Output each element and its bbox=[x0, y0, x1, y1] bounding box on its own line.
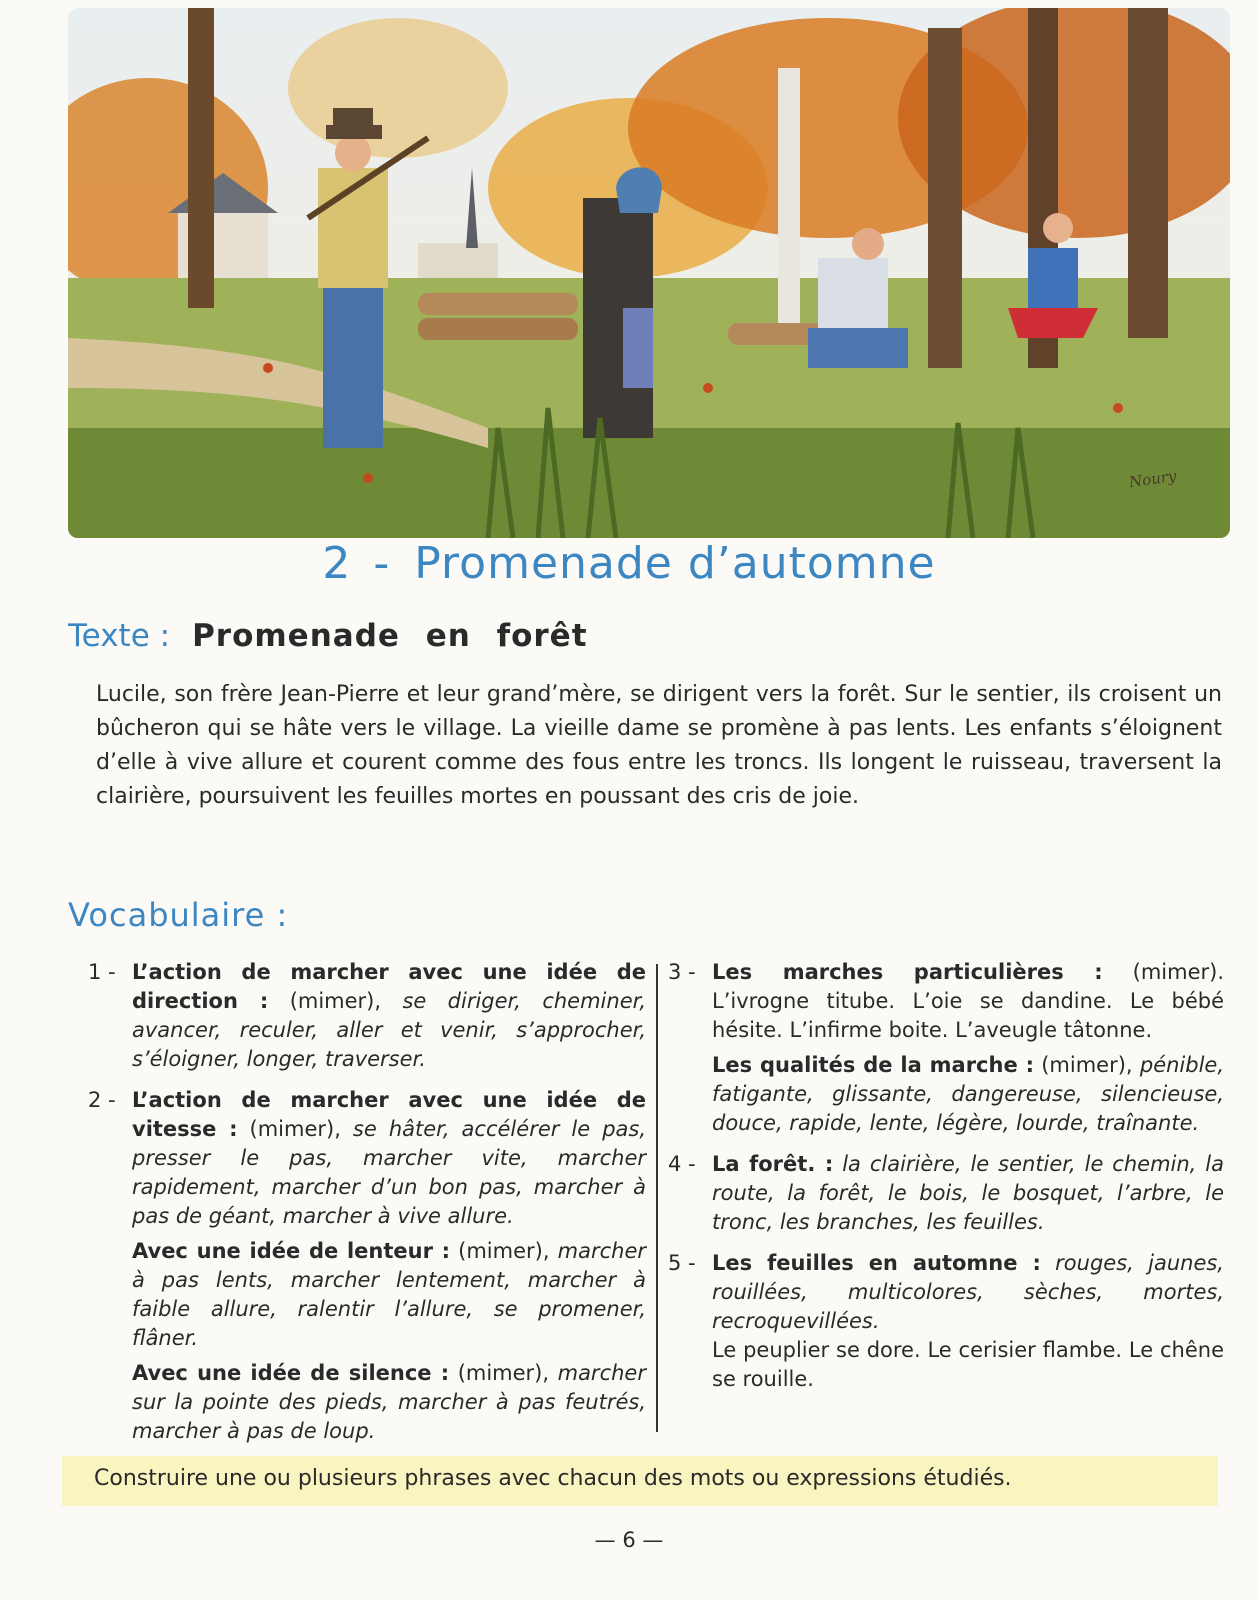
vocab-item-keyword: L’action de marcher avec une idée de vitesse : bbox=[132, 1088, 646, 1141]
vocab-item-words: se hâter, accélérer le pas, presser le pas, marcher vite, marcher rapidement, marcher d’un bon pas, marcher à pas de géant, marcher à vive allure. bbox=[132, 1117, 647, 1228]
text-title: Promenade en forêt bbox=[192, 618, 588, 654]
vocabulary-column-right bbox=[668, 958, 1224, 1406]
vocab-item-words: la clairière, le sentier, le chemin, la route, la forêt, le bois, le bosquet, l’arbre, le tronc, les branches, les feuilles. bbox=[712, 1152, 1224, 1234]
vocab-item-3 bbox=[668, 958, 1224, 1138]
vocab-subitem-silence bbox=[132, 1359, 646, 1446]
vocab-subitem-lenteur bbox=[132, 1237, 646, 1353]
vocab-subitem-mime: (mimer), bbox=[449, 1361, 558, 1385]
lesson-dash: - bbox=[373, 538, 391, 589]
vocab-item-1 bbox=[88, 958, 646, 1074]
forest-walk-illustration bbox=[68, 8, 1230, 538]
illustration-scene bbox=[68, 8, 1230, 538]
lesson-title bbox=[0, 538, 1258, 589]
vocab-item-keyword: La forêt. : bbox=[712, 1152, 834, 1176]
vocab-subitem-keyword: Avec une idée de silence : bbox=[132, 1361, 450, 1385]
lesson-number: 2 bbox=[322, 538, 352, 589]
vocab-item-keyword: L’action de marcher avec une idée de direction : bbox=[132, 960, 646, 1013]
vocab-subitem-words: pénible, fatigante, glissante, dangereuse, silencieuse, douce, rapide, lente, légère, lourde, traînante. bbox=[712, 1053, 1225, 1135]
vocab-item-keyword: Les feuilles en automne : bbox=[712, 1251, 1041, 1275]
vocab-item-4 bbox=[668, 1150, 1224, 1237]
vocab-subitem-mime: (mimer), bbox=[1033, 1053, 1140, 1077]
vocab-item-mime: (mimer), bbox=[237, 1117, 353, 1141]
vocab-subitem-words: marcher à pas lents, marcher lentement, marcher à faible allure, ralentir l’allure, se promener, flâner. bbox=[132, 1239, 646, 1350]
vocab-item-words: se diriger, cheminer, avancer, reculer, aller et venir, s’approcher, s’éloigner, longer, traverser. bbox=[132, 989, 646, 1071]
illustration-signature: Noury bbox=[1127, 466, 1178, 492]
vocab-item-number: 3 - bbox=[668, 960, 696, 984]
reading-paragraph: Lucile, son frère Jean-Pierre et leur grand’mère, se dirigent vers la forêt. Sur le sentier, ils croisent un bûcheron qui se hâte vers le village. La vieille dame se promène à pas lents. Les enfants s’éloignent d’elle à vive allure et courent comme des fous entre les troncs. Ils longent le ruisseau, traversent la clairière, poursuivent les feuilles mortes en poussant des cris de joie. bbox=[96, 682, 1222, 809]
vocab-item-number: 5 - bbox=[668, 1251, 696, 1275]
vocab-subitem-mime: (mimer), bbox=[450, 1239, 558, 1263]
vocab-item-number: 2 - bbox=[88, 1088, 116, 1112]
vocab-item-mime: (mimer). bbox=[1102, 960, 1224, 984]
vocab-subitem-keyword: Avec une idée de lenteur : bbox=[132, 1239, 451, 1263]
vocab-item-2 bbox=[88, 1086, 646, 1446]
page-number: — 6 — bbox=[594, 1528, 664, 1552]
vocab-subitem-keyword: Les qualités de la marche : bbox=[712, 1053, 1034, 1077]
vocab-item-keyword: Les marches particulières : bbox=[712, 960, 1103, 984]
vocabulary-heading: Vocabulaire : bbox=[68, 896, 289, 934]
vocab-item-5 bbox=[668, 1249, 1224, 1394]
vocab-item-number: 4 - bbox=[668, 1152, 696, 1176]
vocabulary-column-left bbox=[88, 958, 646, 1458]
lesson-title-text: Promenade d’automne bbox=[414, 538, 936, 589]
vocab-item-number: 1 - bbox=[88, 960, 116, 984]
text-label: Texte : bbox=[68, 618, 171, 654]
vocab-item-sentences: L’ivrogne titube. L’oie se dandine. Le bébé hésite. L’infirme boite. L’aveugle tâtonne. bbox=[712, 989, 1224, 1042]
text-heading bbox=[68, 618, 588, 654]
vocab-item-words: rouges, jaunes, rouillées, multicolores, sèches, mortes, recroquevillées. bbox=[712, 1251, 1224, 1333]
instruction-text: Construire une ou plusieurs phrases avec chacun des mots ou expressions étudiés. bbox=[94, 1466, 1012, 1491]
vocab-subitem-words: marcher sur la pointe des pieds, marcher à pas feutrés, marcher à pas de loup. bbox=[132, 1361, 646, 1443]
vocab-item-sentences: Le peuplier se dore. Le cerisier flambe. Le chêne se rouille. bbox=[712, 1338, 1224, 1391]
vocab-item-mime: (mimer), bbox=[268, 989, 403, 1013]
column-divider bbox=[656, 964, 658, 1432]
vocab-subitem-qualites bbox=[712, 1051, 1224, 1138]
